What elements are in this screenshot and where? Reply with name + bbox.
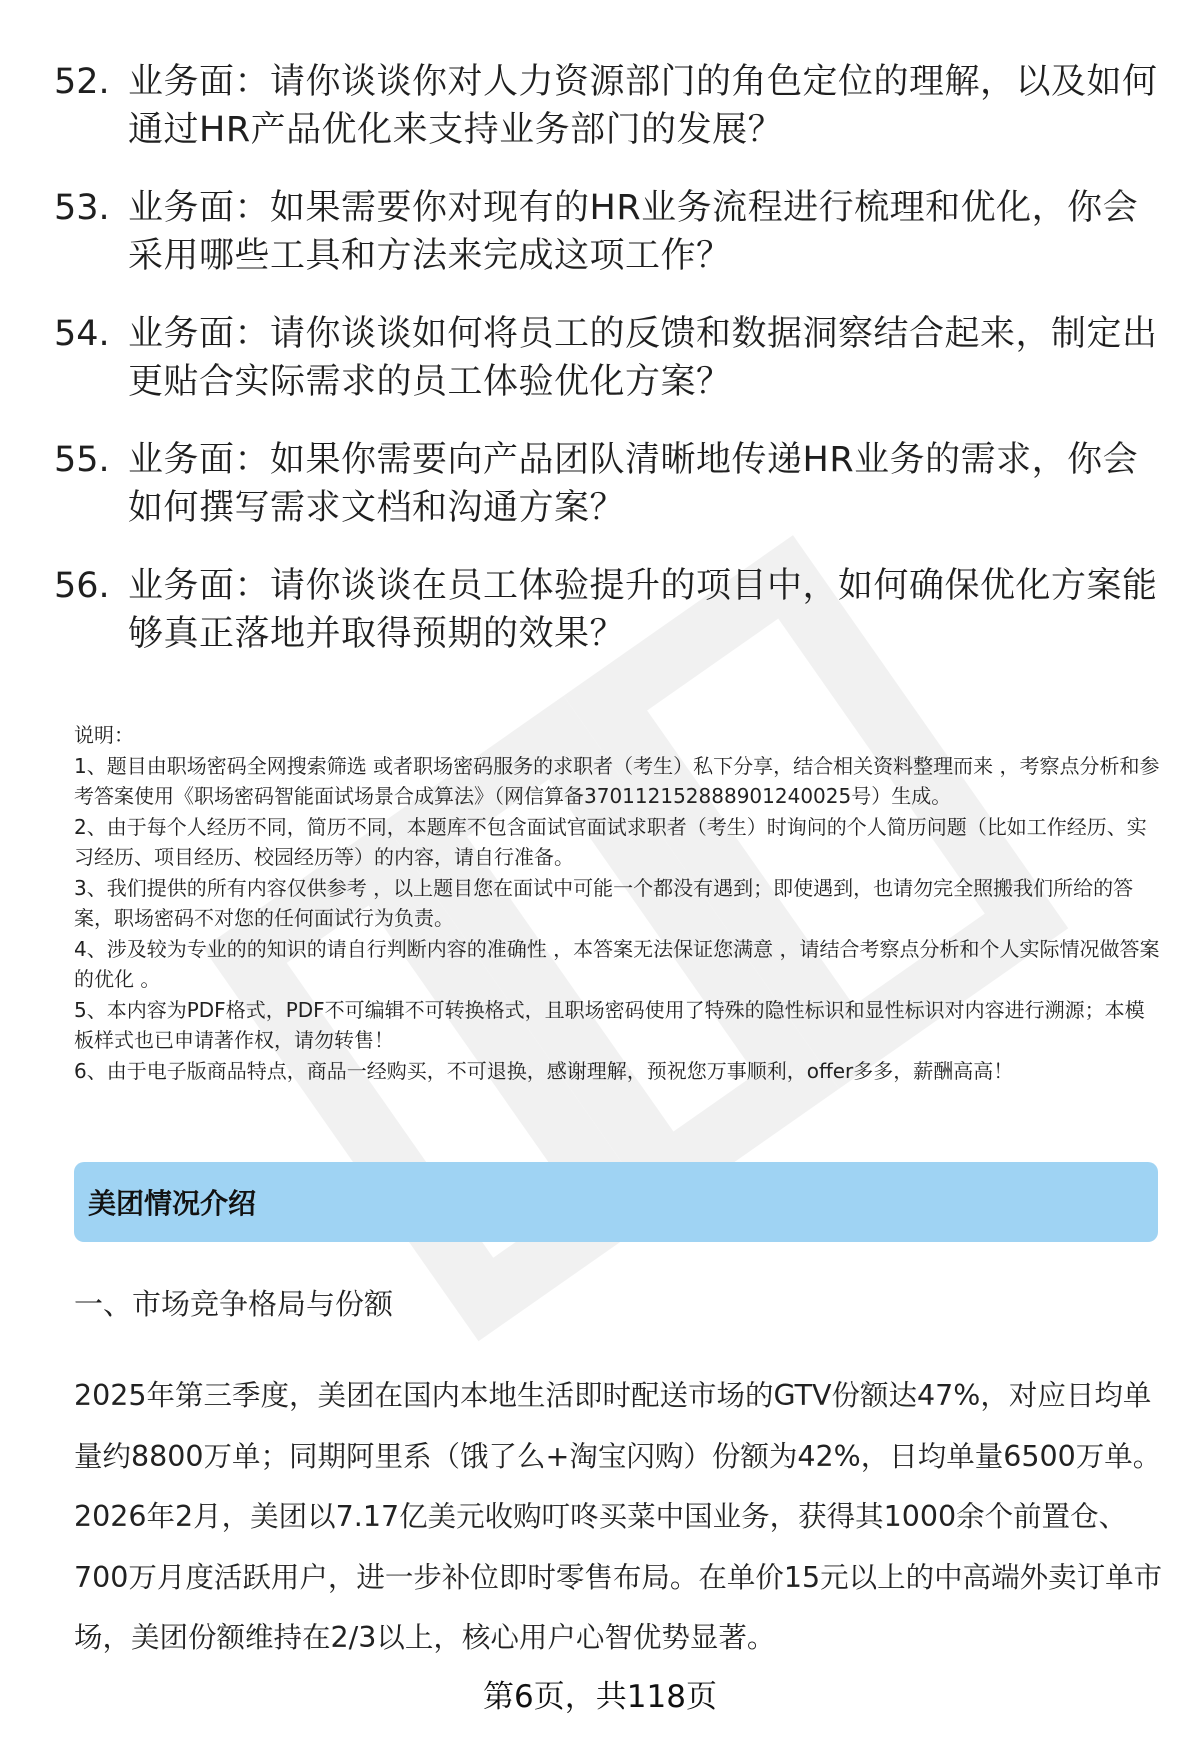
note-item: 6、由于电子版商品特点，商品一经购买，不可退换，感谢理解，预祝您万事顺利，offer多多，薪酬高高！ — [74, 1058, 1014, 1083]
question-number: 54. — [54, 314, 110, 354]
question-number: 52. — [54, 62, 110, 102]
question-text: 业务面：请你谈谈如何将员工的反馈和数据洞察结合起来，制定出更贴合实际需求的员工体验优化方案？ — [128, 314, 1158, 402]
question-text: 业务面：如果你需要向产品团队清晰地传递HR业务的需求，你会如何撰写需求文档和沟通方案？ — [128, 440, 1139, 528]
notes-title: 说明： — [74, 723, 134, 747]
question-number: 56. — [54, 566, 110, 606]
section-title: 美团情况介绍 — [88, 1187, 257, 1220]
note-item: 5、本内容为PDF格式，PDF不可编辑不可转换格式，且职场密码使用了特殊的隐性标识和显性标识对内容进行溯源；本模板样式也已申请著作权，请勿转售！ — [74, 997, 1145, 1052]
note-item: 4、涉及较为专业的的知识的请自行判断内容的准确性 ，本答案无法保证您满意 ，请结合考察点分析和个人实际情况做答案的优化 。 — [74, 936, 1160, 991]
question-item — [54, 562, 1164, 658]
disclaimer-notes — [74, 720, 1164, 1086]
question-text: 业务面：请你谈谈在员工体验提升的项目中，如何确保优化方案能够真正落地并取得预期的效果？ — [128, 566, 1158, 654]
question-item — [54, 436, 1164, 532]
question-number: 55. — [54, 440, 110, 480]
question-number: 53. — [54, 188, 110, 228]
question-item — [54, 184, 1164, 280]
question-item — [54, 58, 1164, 154]
note-item: 1、题目由职场密码全网搜索筛选 或者职场密码服务的求职者（考生）私下分享，结合相关资料整理而来 ，考察点分析和参考答案使用《职场密码智能面试场景合成算法》（网信算备370112152888901240025号）生成。 — [74, 753, 1160, 808]
question-list — [54, 58, 1164, 688]
body-paragraph: 2025年第三季度，美团在国内本地生活即时配送市场的GTV份额达47%，对应日均单量约8800万单；同期阿里系（饿了么+淘宝闪购）份额为42%，日均单量6500万单。2026年2月，美团以7.17亿美元收购叮咚买菜中国业务，获得其1000余个前置仓、700万月度活跃用户，进一步补位即时零售布局。在单价15元以上的中高端外卖订单市场，美团份额维持在2/3以上，核心用户心智优势显著。 — [74, 1379, 1163, 1654]
question-item — [54, 310, 1164, 406]
question-text: 业务面：请你谈谈你对人力资源部门的角色定位的理解，以及如何通过HR产品优化来支持业务部门的发展？ — [128, 62, 1158, 150]
question-text: 业务面：如果需要你对现有的HR业务流程进行梳理和优化，你会采用哪些工具和方法来完成这项工作？ — [128, 188, 1139, 276]
note-item: 2、由于每个人经历不同，简历不同，本题库不包含面试官面试求职者（考生）时询问的个人简历问题（比如工作经历、实习经历、项目经历、校园经历等）的内容，请自行准备。 — [74, 814, 1147, 869]
page-number: 第6页，共118页 — [483, 1679, 717, 1715]
section-subheading: 一、市场竞争格局与份额 — [74, 1287, 394, 1321]
note-item: 3、我们提供的所有内容仅供参考 ，以上题目您在面试中可能一个都没有遇到；即使遇到，也请勿完全照搬我们所给的答案，职场密码不对您的任何面试行为负责。 — [74, 875, 1134, 930]
section-banner — [74, 1162, 1158, 1242]
